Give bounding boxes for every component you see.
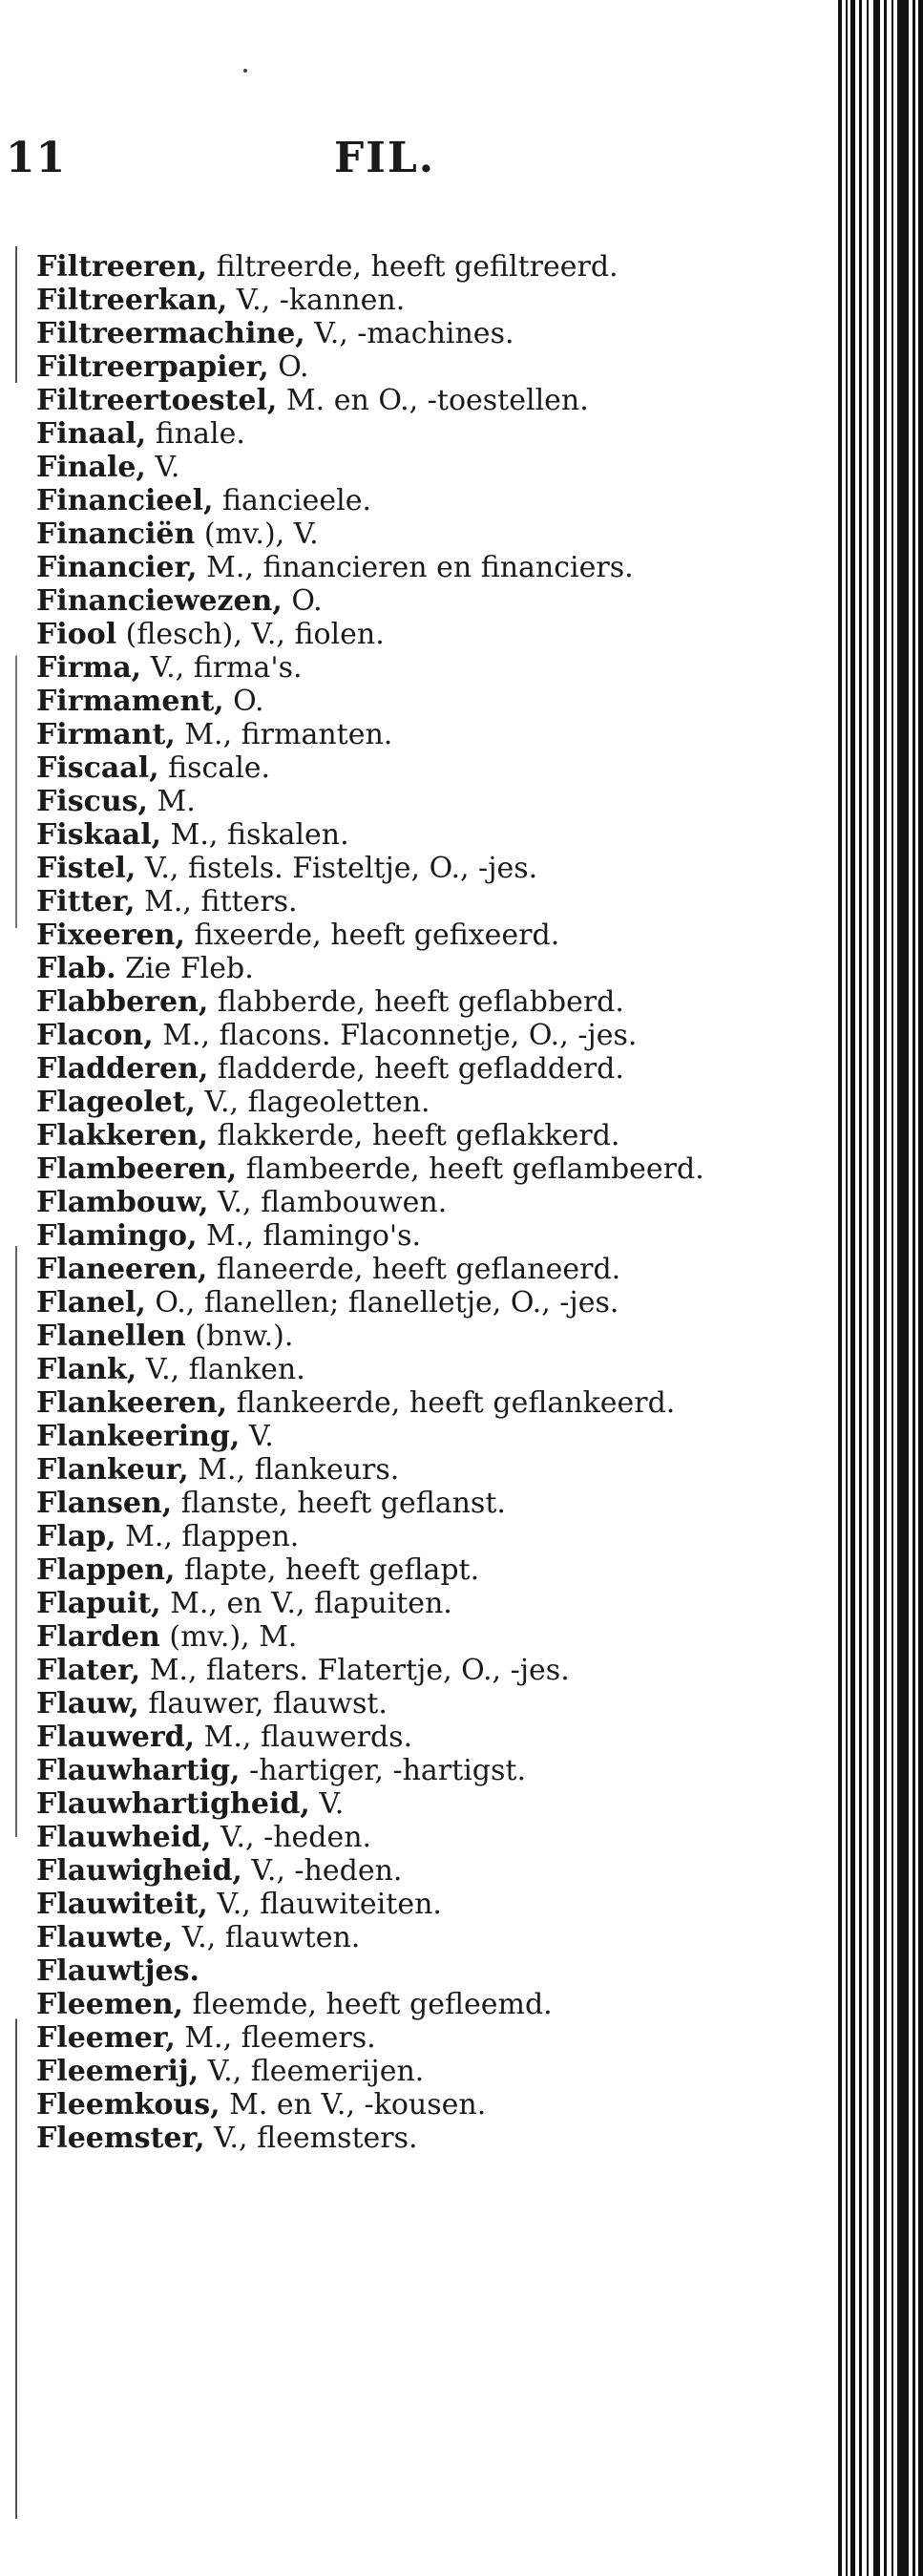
entry-definition: M. en V., -kousen. [220, 2088, 487, 2122]
entry-definition: M., flankeurs. [188, 1453, 400, 1487]
entry-headword: Fleemer, [36, 2021, 176, 2055]
dictionary-entry [36, 1553, 733, 1587]
dictionary-entry [36, 751, 733, 785]
dictionary-entry [36, 517, 733, 551]
entry-definition: flankeerde, heeft geflankeerd. [227, 1386, 676, 1420]
entry-headword: Flanellen [36, 1320, 186, 1353]
gutter-line [838, 0, 842, 2576]
dictionary-entry [36, 1754, 733, 1787]
dictionary-entry [36, 1219, 733, 1253]
entry-headword: Flacon, [36, 1019, 154, 1052]
dictionary-entry [36, 2021, 733, 2055]
page-number: 11 [6, 134, 67, 182]
entry-headword: Flauwiteit, [36, 1888, 208, 1921]
entry-definition: V., flageoletten. [196, 1086, 430, 1119]
entry-headword: Filtreerkan, [36, 284, 228, 317]
dictionary-entry [36, 350, 733, 384]
entry-headword: Flansen, [36, 1487, 173, 1520]
entry-headword: Finaal, [36, 417, 147, 451]
dictionary-entry [36, 317, 733, 350]
dictionary-entry [36, 1386, 733, 1420]
entry-definition: flaneerde, heeft geflaneerd. [207, 1253, 621, 1286]
entry-headword: Filtreeren, [36, 250, 208, 284]
dictionary-entry [36, 1721, 733, 1754]
entry-headword: Flauw, [36, 1687, 139, 1721]
entry-definition: fiancieele. [213, 484, 371, 517]
entry-headword: Financiën [36, 517, 196, 551]
entry-definition: V., flauwten. [173, 1921, 361, 1954]
entry-definition: fixeerde, heeft gefixeerd. [184, 918, 560, 952]
entry-headword: Financier, [36, 551, 198, 584]
entry-headword: Flappen, [36, 1553, 176, 1587]
entry-headword: Fistel, [36, 852, 136, 885]
binding-gutter [838, 0, 923, 2576]
dictionary-entry [36, 651, 733, 685]
entry-headword: Firmament, [36, 685, 224, 718]
entry-headword: Flankeur, [36, 1453, 189, 1487]
entry-definition: M., fiskalen. [161, 818, 349, 852]
entry-headword: Flambeeren, [36, 1152, 238, 1186]
dictionary-entry [36, 1052, 733, 1086]
dictionary-entry [36, 1119, 733, 1152]
dictionary-entry [36, 1353, 733, 1386]
entry-headword: Fleemerij, [36, 2055, 199, 2088]
dictionary-entry [36, 384, 733, 417]
entry-definition: flanste, heeft geflanst. [172, 1487, 506, 1520]
dictionary-entry [36, 284, 733, 317]
dictionary-entry [36, 618, 733, 651]
gutter-line [850, 0, 855, 2576]
entry-headword: Flater, [36, 1654, 141, 1687]
entry-definition: fiscale. [158, 751, 271, 785]
entry-definition: flambeerde, heeft geflambeerd. [237, 1152, 704, 1186]
entry-definition: V., flanken. [136, 1353, 305, 1386]
entry-headword: Fleemen, [36, 1988, 183, 2021]
entry-headword: Filtreertoestel, [36, 384, 278, 417]
entry-definition: Zie Fleb. [115, 952, 254, 985]
entry-definition: M. en O., -toestellen. [277, 384, 589, 417]
entry-headword: Flauwte, [36, 1921, 174, 1954]
dictionary-entry [36, 2055, 733, 2088]
dictionary-entry [36, 1520, 733, 1553]
entry-headword: Flauwerd, [36, 1721, 196, 1754]
entry-definition: M., firmanten. [175, 718, 393, 751]
dictionary-entry [36, 1821, 733, 1854]
entry-headword: Flabberen, [36, 985, 209, 1019]
dictionary-entry [36, 250, 733, 284]
dictionary-entry [36, 1687, 733, 1721]
dictionary-entry [36, 1620, 733, 1654]
entry-headword: Fiskaal, [36, 818, 162, 852]
dictionary-entry [36, 852, 733, 885]
entry-headword: Flauwheid, [36, 1821, 212, 1854]
entry-definition: V., fleemsters. [204, 2122, 418, 2155]
dictionary-entry [36, 1988, 733, 2021]
gutter-line [873, 0, 880, 2576]
entry-definition: V. [145, 451, 180, 484]
entry-definition: M., fitters. [135, 885, 298, 918]
dictionary-entry [36, 2122, 733, 2155]
dictionary-entry [36, 1286, 733, 1320]
entry-definition: V., flambouwen. [208, 1186, 448, 1219]
dictionary-entry [36, 551, 733, 584]
dictionary-entry [36, 818, 733, 852]
entry-definition: V., fleemerijen. [199, 2055, 425, 2088]
entry-headword: Fladderen, [36, 1052, 209, 1086]
dictionary-entry [36, 1888, 733, 1921]
entry-definition: V., fistels. Fisteltje, O., -jes. [136, 852, 538, 885]
entry-definition: V., -heden. [211, 1821, 372, 1854]
dictionary-entry [36, 1086, 733, 1119]
dictionary-entry [36, 785, 733, 818]
dictionary-entry [36, 1253, 733, 1286]
entry-headword: Flankeering, [36, 1420, 241, 1453]
dictionary-entry [36, 1921, 733, 1954]
dictionary-entry [36, 1420, 733, 1453]
gutter-line [884, 0, 887, 2576]
entry-definition: V. [309, 1787, 345, 1821]
entry-headword: Flarden [36, 1620, 160, 1654]
entry-headword: Flauwtjes. [36, 1954, 199, 1988]
entry-headword: Fiscaal, [36, 751, 159, 785]
entry-headword: Firma, [36, 651, 142, 685]
entry-definition: fladderde, heeft gefladderd. [208, 1052, 624, 1086]
entry-headword: Flauwigheid, [36, 1854, 242, 1888]
dictionary-entry [36, 918, 733, 952]
entry-definition: (flesch), V., fiolen. [116, 618, 385, 651]
entry-definition: filtreerde, heeft gefiltreerd. [207, 250, 619, 284]
dictionary-entry [36, 1787, 733, 1821]
dictionary-entry [36, 1453, 733, 1487]
entry-definition: M., flappen. [115, 1520, 300, 1553]
dictionary-entry [36, 1320, 733, 1353]
entry-definition: O. [268, 350, 309, 384]
entry-headword: Flab. [36, 952, 116, 985]
entry-headword: Firmant, [36, 718, 176, 751]
entry-definition: O. [282, 584, 323, 618]
entry-headword: Flanel, [36, 1286, 146, 1320]
entry-definition: M., flacons. Flaconnetje, O., -jes. [153, 1019, 638, 1052]
entry-definition: M., flaters. Flatertje, O., -jes. [140, 1654, 570, 1687]
gutter-line [918, 0, 923, 2576]
dictionary-entry [36, 1019, 733, 1052]
entry-headword: Financiewezen, [36, 584, 283, 618]
entry-definition: (mv.), M. [159, 1620, 298, 1654]
entry-definition: M., flamingo's. [197, 1219, 422, 1253]
print-speck [243, 69, 247, 73]
entry-definition: flabberde, heeft geflabberd. [208, 985, 624, 1019]
gutter-line [897, 0, 909, 2576]
entry-headword: Fixeeren, [36, 918, 185, 952]
entry-definition: V., flauwiteiten. [207, 1888, 442, 1921]
dictionary-entry [36, 952, 733, 985]
entry-headword: Flakkeren, [36, 1119, 208, 1152]
dictionary-entry [36, 1654, 733, 1687]
gutter-line [913, 0, 915, 2576]
entry-definition: flauwer, flauwst. [138, 1687, 388, 1721]
entry-headword: Flankeeren, [36, 1386, 228, 1420]
dictionary-entry [36, 885, 733, 918]
entry-headword: Flank, [36, 1353, 137, 1386]
entry-definition: V., -heden. [241, 1854, 403, 1888]
dictionary-entry [36, 451, 733, 484]
entry-headword: Fleemkous, [36, 2088, 220, 2122]
entry-headword: Flauwhartigheid, [36, 1787, 310, 1821]
entry-headword: Finale, [36, 451, 146, 484]
dictionary-entry [36, 584, 733, 618]
entry-definition: M., en V., flapuiten. [160, 1587, 452, 1620]
dictionary-entry [36, 1854, 733, 1888]
entry-definition: fleemde, heeft gefleemd. [182, 1988, 553, 2021]
dictionary-entry [36, 1152, 733, 1186]
entry-definition: M., financieren en financiers. [197, 551, 634, 584]
dictionary-entry [36, 484, 733, 517]
gutter-line [892, 0, 893, 2576]
entry-definition: (mv.), V. [195, 517, 319, 551]
entry-headword: Filtreermachine, [36, 317, 305, 350]
dictionary-entry [36, 417, 733, 451]
dictionary-entry [36, 1587, 733, 1620]
entry-definition: finale. [146, 417, 245, 451]
entry-headword: Flambouw, [36, 1186, 209, 1219]
entry-definition: -hartiger, -hartigst. [240, 1754, 526, 1787]
gutter-line [867, 0, 869, 2576]
entry-headword: Flageolet, [36, 1086, 196, 1119]
entry-headword: Flapuit, [36, 1587, 161, 1620]
entry-list [36, 250, 733, 2155]
entry-definition: M., fleemers. [175, 2021, 376, 2055]
dictionary-entry [36, 685, 733, 718]
entry-definition: V., -kannen. [227, 284, 406, 317]
dictionary-entry [36, 1487, 733, 1520]
entry-definition: V. [240, 1420, 274, 1453]
entry-definition: V., -machines. [304, 317, 514, 350]
entry-headword: Fiool [36, 618, 117, 651]
entry-definition: flapte, heeft geflapt. [175, 1553, 480, 1587]
dictionary-entry [36, 718, 733, 751]
gutter-line [846, 0, 848, 2576]
gutter-line [859, 0, 862, 2576]
margin-rule [15, 246, 17, 2519]
entry-headword: Flamingo, [36, 1219, 198, 1253]
entry-definition: M., flauwerds. [195, 1721, 413, 1754]
entry-headword: Financieel, [36, 484, 214, 517]
dictionary-entry [36, 1186, 733, 1219]
entry-definition: flakkerde, heeft geflakkerd. [207, 1119, 620, 1152]
running-head: FIL. [334, 134, 436, 182]
entry-definition: O., flanellen; flanelletje, O., -jes. [145, 1286, 619, 1320]
entry-headword: Filtreerpapier, [36, 350, 269, 384]
entry-headword: Fitter, [36, 885, 136, 918]
entry-headword: Fleemster, [36, 2122, 205, 2155]
entry-definition: (bnw.). [185, 1320, 294, 1353]
entry-headword: Fiscus, [36, 785, 148, 818]
entry-headword: Flauwhartig, [36, 1754, 241, 1787]
entry-definition: V., firma's. [141, 651, 303, 685]
dictionary-entry [36, 2088, 733, 2122]
entry-definition: M. [148, 785, 196, 818]
dictionary-entry [36, 1954, 733, 1988]
entry-headword: Flap, [36, 1520, 116, 1553]
entry-headword: Flaneeren, [36, 1253, 208, 1286]
entry-definition: O. [223, 685, 264, 718]
dictionary-entry [36, 985, 733, 1019]
